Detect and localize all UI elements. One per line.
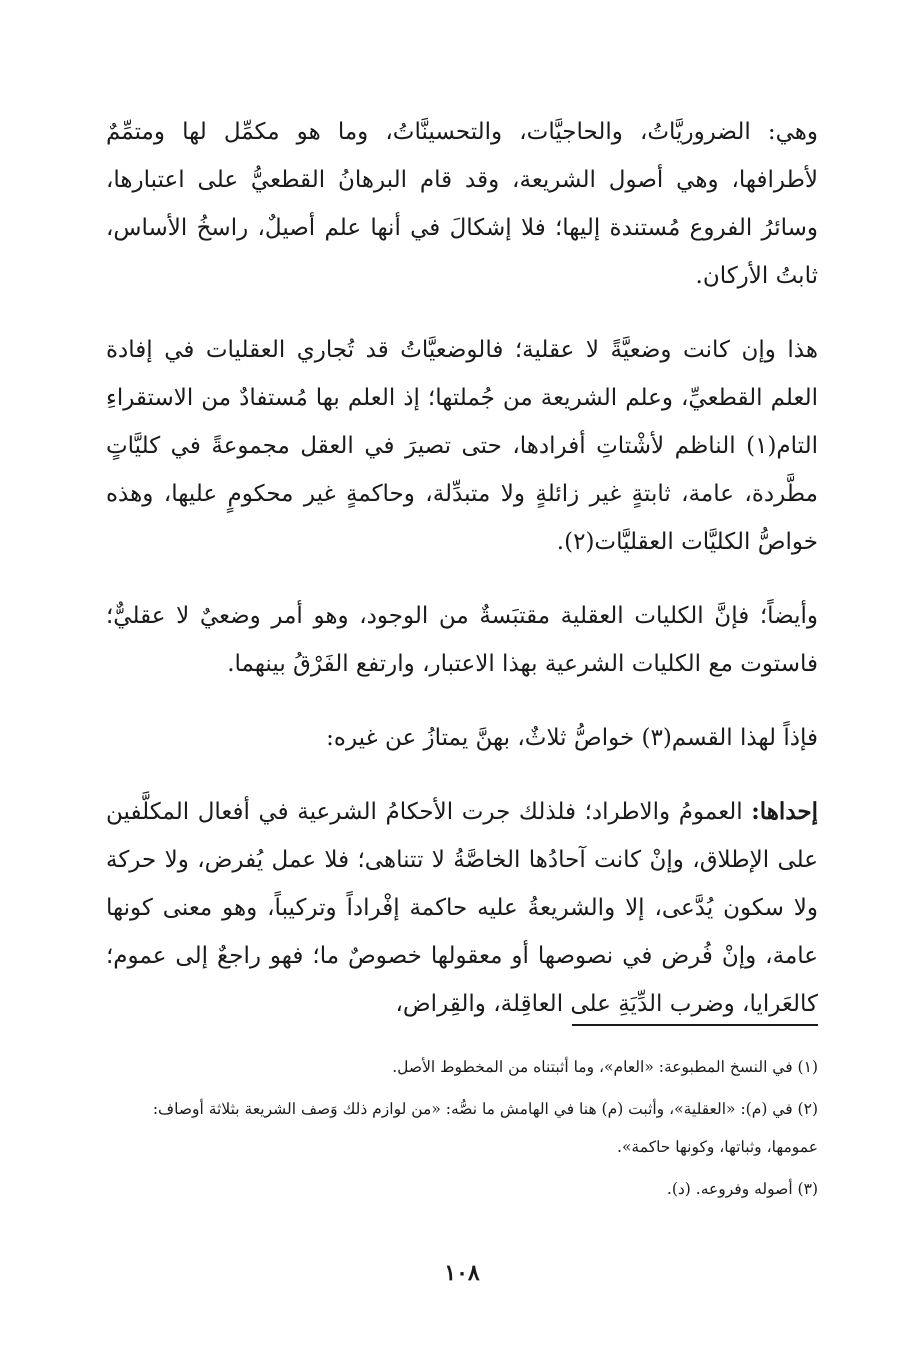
footnote-3: (٣) أصوله وفروعه. (د). [666,1180,818,1198]
page-number: ١٠٨ [444,1260,480,1286]
paragraph-2: هذا وإن كانت وضعيَّةً لا عقلية؛ فالوضعيَّاتُ قد تُجاري العقليات في إفادة العلم القطعيِّ، وعلم الشريعة من جُملتها؛ إذ العلم بها مُستفادٌ من الاستقراءِ التام(١) الناظم لأشْتاتِ أفرادها، حتى تصيرَ في العقل مجموعةً في كليَّاتٍ مطَّردة، عامة، ثابتةٍ غير زائلةٍ ولا متبدِّلة، وحاكمةٍ غير محكومٍ عليها، وهذه خواصُّ الكليَّات العقليَّات(٢). [106,337,818,555]
footnote-1: (١) في النسخ المطبوعة: «العام»، وما أثبتناه من المخطوط الأصل. [392,1058,818,1076]
footnote-separator [572,1024,818,1026]
paragraph-5-text: العمومُ والاطراد؛ فلذلك جرت الأحكامُ الشرعية في أفعال المكلَّفين على الإطلاق، وإنْ كانت آحادُها الخاصَّةُ لا تتناهى؛ فلا عمل يُفرض، ولا حركة ولا سكون يُدَّعى، إلا والشريعةُ عليه حاكمة إفْراداً وتركيباً، وهو معنى كونها عامة، وإنْ فُرض في نصوصها أو معقولها خصوصٌ ما؛ فهو راجعٌ إلى عموم؛ كالعَرايا، وضرب الدِّيَةِ على العاقِلة، والقِراض، [106,799,818,1017]
paragraph-3: وأيضاً؛ فإنَّ الكليات العقلية مقتبَسةٌ من الوجود، وهو أمر وضعيٌ لا عقليٌّ؛ فاستوت مع الكليات الشرعية بهذا الاعتبار، وارتفع الفَرْقُ بينهما. [106,603,818,677]
main-text [106,108,818,1028]
footnote-2: (٢) في (م): «العقلية»، وأثبت (م) هنا في الهامش ما نصُّه: «من لوازم ذلك وَصف الشريعة بثلاثة أوصاف: عمومها، وثباتها، وكونها حاكمة». [152,1100,818,1156]
paragraph-4: فإذاً لهذا القسم(٣) خواصُّ ثلاثٌ، بهنَّ يمتازُ عن غيره: [326,725,818,751]
paragraph-5-lead: إحداها: [751,798,818,825]
paragraph-1: وهي: الضروريَّاتُ، والحاجيَّات، والتحسينَّاتُ، وما هو مكمِّل لها ومتمِّمٌ لأطرافها، وهي أصول الشريعة، وقد قام البرهانُ القطعيُّ على اعتبارها، وسائرُ الفروع مُستندة إليها؛ فلا إشكالَ في أنها علم أصيلٌ، راسخُ الأساس، ثابتُ الأركان. [106,119,818,289]
footnotes [106,1048,818,1212]
paragraph-5 [106,788,818,1028]
